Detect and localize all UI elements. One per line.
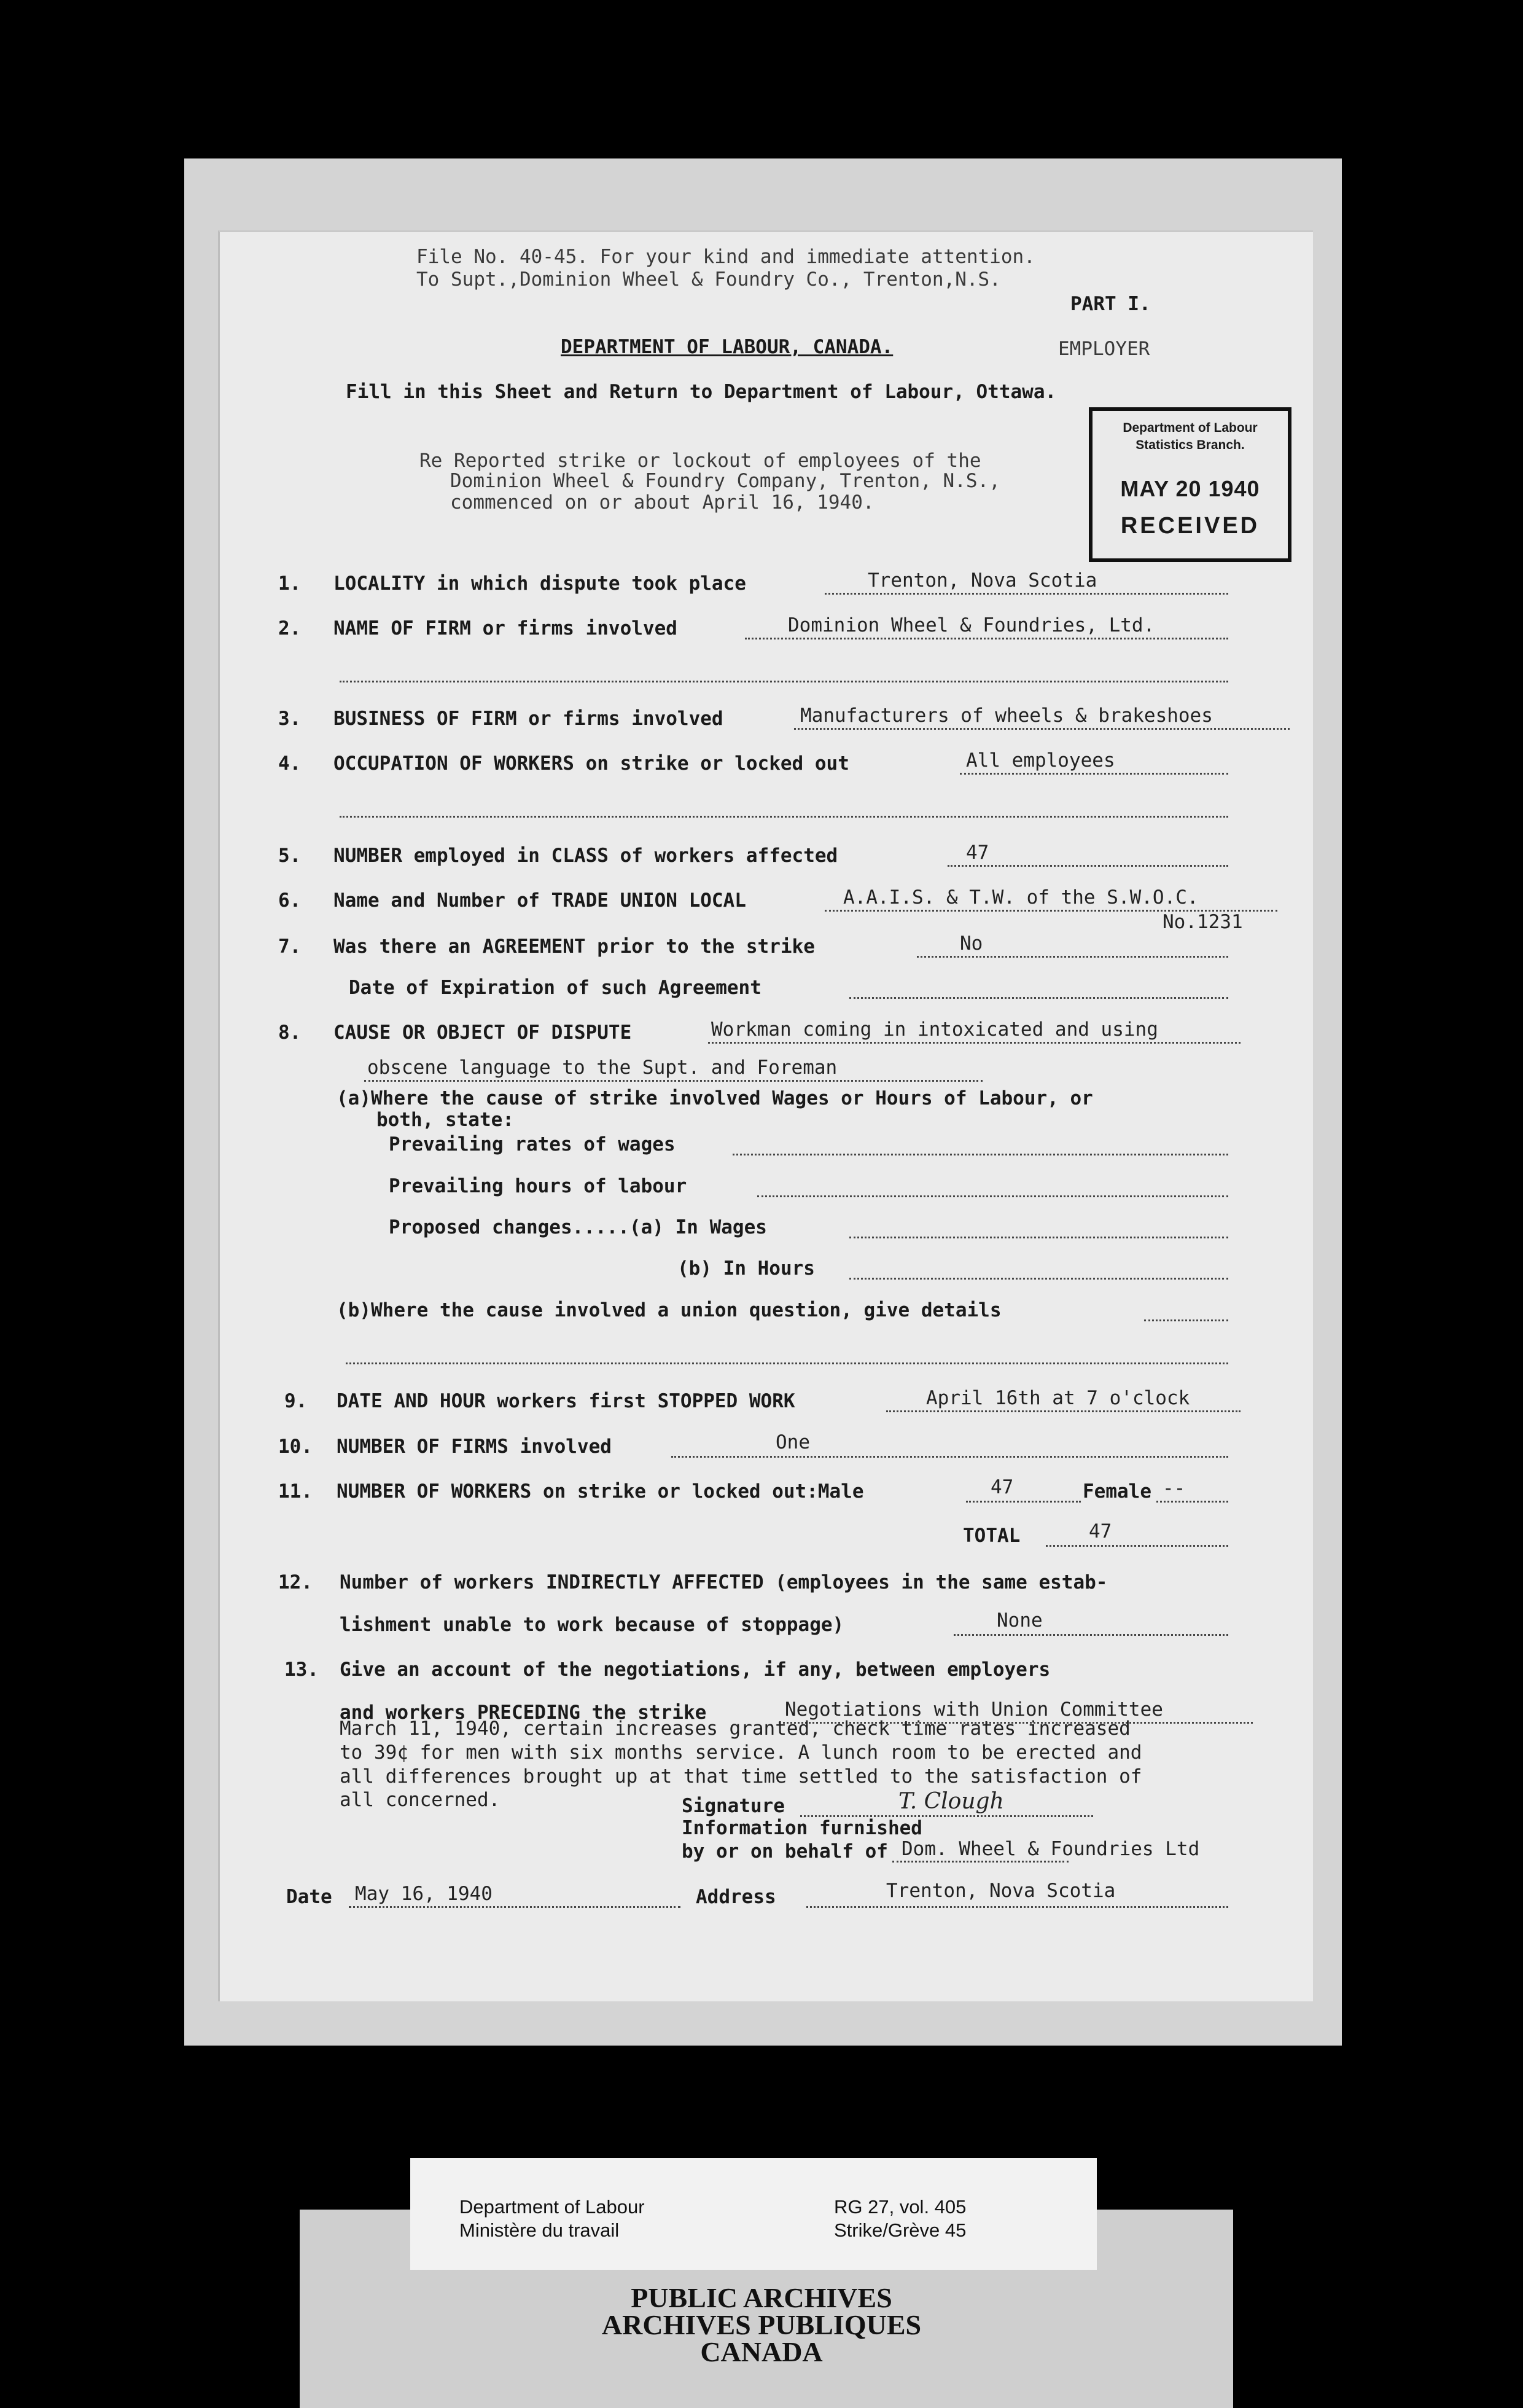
firm-name-label: NAME OF FIRM or firms involved [333, 617, 677, 639]
address-value: Trenton, Nova Scotia [886, 1880, 1116, 1902]
archives-line-1: PUBLIC ARCHIVES [631, 2282, 892, 2313]
wages-hours-label-2: both, state: [376, 1109, 514, 1131]
number-firms-value: One [776, 1431, 810, 1453]
number-employed-value: 47 [966, 842, 989, 864]
archive-label-card [410, 2158, 1097, 2270]
prevailing-hours-label: Prevailing hours of labour [389, 1175, 687, 1197]
fill-line [364, 1080, 983, 1082]
firm-name-value: Dominion Wheel & Foundries, Ltd. [788, 614, 1155, 636]
date-stopped-label: DATE AND HOUR workers first STOPPED WORK [337, 1390, 795, 1412]
indirectly-affected-label-1: Number of workers INDIRECTLY AFFECTED (employees in the same estab- [340, 1571, 1108, 1593]
negotiations-label-2: and workers PRECEDING the strike [340, 1702, 707, 1724]
number-firms-label: NUMBER OF FIRMS involved [337, 1436, 612, 1458]
archive-strike-number: Strike/Grève 45 [834, 2219, 967, 2241]
trade-union-number: No.1231 [1163, 911, 1243, 933]
trade-union-label: Name and Number of TRADE UNION LOCAL [333, 889, 746, 912]
negotiations-value-5: all concerned. [340, 1789, 501, 1811]
item-number: 11. [278, 1480, 313, 1503]
fill-line [1156, 1501, 1228, 1503]
negotiations-value-1: Negotiations with Union Committee [785, 1698, 1163, 1721]
archive-department-fr: Ministère du travail [459, 2219, 620, 2241]
fill-line [806, 1906, 1228, 1908]
stamp-date: MAY 20 1940 [1120, 476, 1260, 501]
fill-line [960, 773, 1228, 775]
re-line-1: Re Reported strike or lockout of employees of the [419, 450, 981, 472]
date-value: May 16, 1940 [355, 1883, 493, 1905]
item-number: 12. [278, 1571, 313, 1593]
archives-line-2: ARCHIVES PUBLIQUES [601, 2309, 922, 2340]
male-value: 47 [991, 1476, 1014, 1498]
date-stopped-value: April 16th at 7 o'clock [926, 1387, 1190, 1409]
occupation-value: All employees [966, 749, 1115, 772]
female-value: -- [1163, 1477, 1186, 1499]
proposed-hours-label: (b) In Hours [677, 1257, 815, 1280]
fill-line [948, 865, 1228, 867]
fill-line [1046, 1545, 1228, 1547]
item-number: 10. [278, 1436, 313, 1458]
total-value: 47 [1089, 1520, 1112, 1542]
negotiations-value-3: to 39¢ for men with six months service. A lunch room to be erected and [340, 1742, 1142, 1764]
cause-label: CAUSE OR OBJECT OF DISPUTE [333, 1022, 632, 1044]
business-label: BUSINESS OF FIRM or firms involved [333, 708, 723, 730]
union-question-label: (b)Where the cause involved a union question, give details [337, 1299, 1002, 1321]
received-stamp [1089, 407, 1291, 562]
item-number: 8. [278, 1022, 302, 1044]
fill-line [340, 681, 1228, 682]
agreement-expiration-label: Date of Expiration of such Agreement [349, 977, 762, 999]
part-label: PART I. [1070, 293, 1151, 315]
negotiations-label-1: Give an account of the negotiations, if any, between employers [340, 1659, 1051, 1681]
item-number: 3. [278, 708, 302, 730]
to-line: To Supt.,Dominion Wheel & Foundry Co., Trenton,N.S. [416, 268, 1001, 291]
address-label: Address [696, 1886, 776, 1908]
female-label: Female [1083, 1480, 1151, 1503]
fill-line [849, 1278, 1228, 1280]
fill-line [892, 1861, 1069, 1863]
info-furnished-label: Information furnished [682, 1817, 922, 1839]
fill-line [708, 1042, 1241, 1044]
item-number: 2. [278, 617, 302, 639]
workers-on-strike-label: NUMBER OF WORKERS on strike or locked out:Male [337, 1480, 864, 1503]
archives-line-3: CANADA [700, 2336, 823, 2367]
negotiations-value-4: all differences brought up at that time settled to the satisfaction of [340, 1765, 1142, 1788]
archive-reference: RG 27, vol. 405 [834, 2196, 967, 2218]
fill-line [346, 1362, 1228, 1364]
date-label: Date [286, 1886, 332, 1908]
business-value: Manufacturers of wheels & brakeshoes [800, 705, 1213, 727]
file-number-line: File No. 40-45. For your kind and immediate attention. [416, 246, 1035, 268]
total-label: TOTAL [963, 1525, 1021, 1547]
negotiations-value-2: March 11, 1940, certain increases granted, check time rates increased [340, 1718, 1131, 1740]
fill-line [849, 1237, 1228, 1238]
indirectly-affected-value: None [997, 1609, 1043, 1632]
fill-line [733, 1154, 1228, 1155]
locality-value: Trenton, Nova Scotia [868, 569, 1097, 592]
fill-line [1144, 1319, 1228, 1321]
fill-line [745, 638, 1228, 639]
prevailing-wages-label: Prevailing rates of wages [389, 1133, 676, 1155]
fill-line [849, 997, 1228, 999]
locality-label: LOCALITY in which dispute took place [333, 573, 746, 595]
proposed-wages-label: Proposed changes.....(a) In Wages [389, 1216, 767, 1238]
re-line-2: Dominion Wheel & Foundry Company, Trenton, N.S., [450, 470, 1000, 492]
re-line-3: commenced on or about April 16, 1940. [450, 491, 874, 514]
fill-line [349, 1906, 680, 1908]
employer-label: EMPLOYER [1058, 338, 1150, 360]
trade-union-value: A.A.I.S. & T.W. of the S.W.O.C. [843, 886, 1199, 909]
item-number: 4. [278, 752, 302, 775]
agreement-label: Was there an AGREEMENT prior to the strike [333, 936, 815, 958]
item-number: 9. [284, 1390, 308, 1412]
indirectly-affected-label-2: lishment unable to work because of stoppage) [340, 1614, 844, 1636]
on-behalf-value: Dom. Wheel & Foundries Ltd [902, 1838, 1200, 1860]
fill-line [886, 1410, 1241, 1412]
number-employed-label: NUMBER employed in CLASS of workers affected [333, 845, 838, 867]
fill-line [757, 1195, 1228, 1197]
fill-line [671, 1456, 1228, 1458]
agreement-value: No [960, 932, 983, 955]
department-title: DEPARTMENT OF LABOUR, CANADA. [561, 336, 894, 358]
item-number: 1. [278, 573, 302, 595]
on-behalf-label: by or on behalf of [682, 1840, 888, 1863]
stamp-department: Department of Labour [1123, 421, 1258, 435]
fill-line [794, 728, 1290, 730]
item-number: 5. [278, 845, 302, 867]
item-number: 6. [278, 889, 302, 912]
cause-value-1: Workman coming in intoxicated and using [711, 1018, 1158, 1041]
fill-line [954, 1634, 1228, 1636]
stamp-status: RECEIVED [1120, 513, 1260, 539]
fill-line [825, 593, 1228, 595]
occupation-label: OCCUPATION OF WORKERS on strike or locked out [333, 752, 849, 775]
instruction-line: Fill in this Sheet and Return to Department of Labour, Ottawa. [346, 381, 1057, 403]
signature-label: Signature [682, 1795, 785, 1817]
fill-line [917, 956, 1228, 958]
wages-hours-label-1: (a)Where the cause of strike involved Wages or Hours of Labour, or [337, 1087, 1093, 1109]
item-number: 13. [284, 1659, 319, 1681]
fill-line [966, 1501, 1081, 1503]
stamp-branch: Statistics Branch. [1135, 438, 1245, 452]
cause-value-2: obscene language to the Supt. and Foreman [367, 1057, 838, 1079]
fill-line [340, 816, 1228, 818]
item-number: 7. [278, 936, 302, 958]
archive-department-en: Department of Labour [459, 2196, 645, 2218]
signature-value: T. Clough [898, 1789, 1004, 1814]
